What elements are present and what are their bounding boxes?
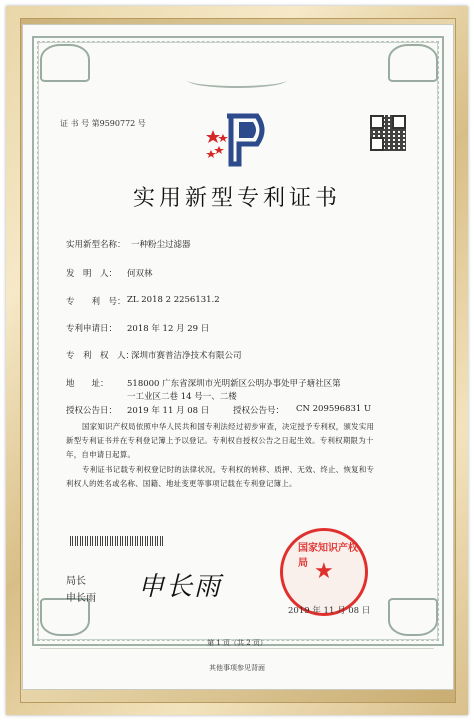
top-ornament (187, 72, 287, 88)
inventor-value: 何双林 (127, 269, 153, 279)
official-seal-icon: ★ 国家知识产权局 (280, 528, 368, 616)
grant-number-value: CN 209596831 U (296, 404, 372, 414)
legal-paragraph-2-line-2: 利权人的姓名或名称、国籍、地址变更等事项记载在专利登记簿上。 (66, 479, 297, 488)
footer-note: 其他事项参见背面 (209, 664, 265, 672)
address-label: 地 址： (66, 379, 109, 389)
legal-paragraph-1-line-2: 新型专利证书并在专利登记簿上予以登记。专利权自授权公告之日起生效。专利权期限为十 (66, 436, 374, 445)
certificate-number: 证 书 号 第9590772 号 (60, 119, 146, 128)
filing-date-label: 专利申请日： (66, 324, 118, 334)
legal-paragraph-1-line-3: 年，自申请日起算。 (66, 450, 136, 459)
address-value-line2: 一工业区二巷 14 号一、二楼 (127, 392, 237, 402)
legal-paragraph-2-line-1: 专利证书记载专利权登记时的法律状况。专利权的转移、质押、无效、终止、恢复和专 (82, 465, 375, 474)
grant-date-value: 2019 年 11 月 08 日 (127, 406, 210, 416)
filing-date-value: 2018 年 12 月 29 日 (127, 324, 210, 334)
grant-date-label: 授权公告日： (66, 406, 118, 416)
grant-number-label: 授权公告号： (233, 406, 285, 416)
utility-model-name-value: 一种粉尘过滤器 (131, 240, 191, 250)
inventor-label: 发 明 人： (66, 269, 118, 279)
corner-ornament-bottom-right (388, 598, 438, 636)
director-name: 申长雨 (66, 593, 96, 604)
director-signature: 申长雨 (138, 572, 223, 602)
seal-text: 国家知识产权局 (298, 543, 358, 569)
seal-date: 2019 年 11 月 08 日 (288, 606, 371, 616)
patentee-label: 专 利 权 人： (66, 351, 135, 361)
certificate-title: 实用新型专利证书 (132, 186, 341, 211)
corner-ornament-top-left (40, 44, 90, 82)
patentee-value: 深圳市赛普洁净技术有限公司 (131, 351, 242, 361)
cnipa-logo-icon (205, 110, 269, 168)
legal-paragraph-1-line-1: 国家知识产权局依照中华人民共和国专利法经过初步审查，决定授予专利权，颁发实用 (82, 422, 375, 431)
address-value-line1: 518000 广东省深圳市光明新区公明办事处甲子塘社区第 (127, 379, 341, 389)
utility-model-name-label: 实用新型名称： (66, 240, 126, 250)
page-indicator: 第 1 页（共 2 页） (207, 639, 267, 647)
barcode-icon (70, 536, 165, 546)
patent-number-value: ZL 2018 2 2256131.2 (127, 295, 220, 305)
divider (40, 648, 434, 649)
qr-code-icon (370, 115, 406, 151)
patent-number-label: 专 利 号： (66, 297, 126, 307)
corner-ornament-top-right (388, 44, 438, 82)
director-title: 局长 (66, 576, 86, 587)
